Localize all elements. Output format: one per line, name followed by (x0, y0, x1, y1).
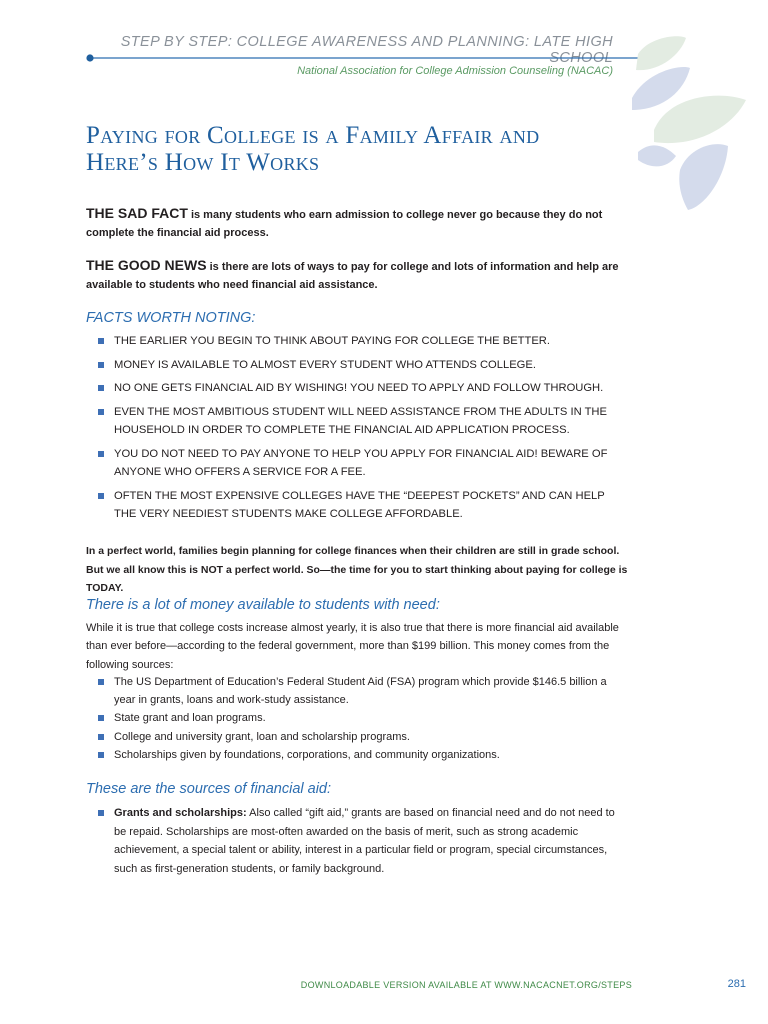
good-news-paragraph (86, 256, 634, 294)
running-header-subtitle: National Association for College Admission Counseling (NACAC) (297, 65, 613, 77)
list-item: EVEN THE MOST AMBITIOUS STUDENT WILL NEED ASSISTANCE FROM THE ADULTS IN THE HOUSEHOLD IN ORDER TO COMPLETE THE FINANCIAL AID APPLICATION PROCESS. (98, 403, 628, 440)
money-paragraph: While it is true that college costs increase almost yearly, it is also true that there is more financial aid available than ever before—according to the federal government, more than $199 billion. This money comes from the following sources: (86, 622, 619, 671)
aid-term: Grants and scholarships: (114, 807, 247, 819)
aid-heading: These are the sources of financial aid: (86, 781, 332, 797)
page-number: 281 (727, 978, 746, 990)
square-bullet-icon (98, 734, 104, 740)
list-item: NO ONE GETS FINANCIAL AID BY WISHING! YOU NEED TO APPLY AND FOLLOW THROUGH. (98, 379, 628, 398)
square-bullet-icon (98, 338, 104, 344)
square-bullet-icon (98, 493, 104, 499)
header-rule (86, 52, 664, 64)
list-item: State grant and loan programs. (98, 709, 628, 727)
perfect-world-paragraph: In a perfect world, families begin planning for college finances when their children are still in grade school. But we all know this is NOT a perfect world. So—the time for you to start thinking about paying for college is TODAY. (86, 545, 628, 594)
square-bullet-icon (98, 810, 104, 816)
page-title (86, 122, 646, 176)
list-item: THE EARLIER YOU BEGIN TO THINK ABOUT PAYING FOR COLLEGE THE BETTER. (98, 332, 628, 351)
list-item (98, 804, 618, 878)
square-bullet-icon (98, 451, 104, 457)
money-sources-list (98, 673, 628, 764)
running-header-title: STEP BY STEP: COLLEGE AWARENESS AND PLANNING: LATE HIGH SCHOOL (120, 34, 613, 66)
list-item: MONEY IS AVAILABLE TO ALMOST EVERY STUDENT WHO ATTENDS COLLEGE. (98, 356, 628, 375)
square-bullet-icon (98, 679, 104, 685)
sad-fact-paragraph (86, 204, 634, 242)
square-bullet-icon (98, 409, 104, 415)
aid-sources-list (98, 804, 618, 878)
page-title-line-1: Paying for College is a Family Affair and (86, 122, 540, 149)
facts-list (98, 332, 628, 529)
sad-fact-text: is many students who earn admission to college never go because they do not complete the financial aid process. (86, 209, 603, 239)
square-bullet-icon (98, 752, 104, 758)
list-item: College and university grant, loan and scholarship programs. (98, 728, 628, 746)
page-title-line-2: Here’s How It Works (86, 149, 320, 176)
money-heading: There is a lot of money available to students with need: (86, 597, 440, 613)
aid-description: Also called “gift aid,” grants are based on financial need and do not need to be repaid. Scholarships are most-often awarded on the basis of merit, such as strong academic achievement, a special talent or ability, interest in a particular field or program, special circumstances, such as first-generation students, or family background. (114, 807, 615, 875)
footer-download-note: DOWNLOADABLE VERSION AVAILABLE AT WWW.NACACNET.ORG/STEPS (300, 980, 632, 990)
list-item: The US Department of Education’s Federal Student Aid (FSA) program which provide $146.5 billion a year in grants, loans and work-study assistance. (98, 673, 628, 709)
list-item: YOU DO NOT NEED TO PAY ANYONE TO HELP YOU APPLY FOR FINANCIAL AID! BEWARE OF ANYONE WHO OFFERS A SERVICE FOR A FEE. (98, 445, 628, 482)
facts-heading: FACTS WORTH NOTING: (86, 310, 256, 326)
square-bullet-icon (98, 385, 104, 391)
list-item: Scholarships given by foundations, corporations, and community organizations. (98, 746, 628, 764)
good-news-text: is there are lots of ways to pay for college and lots of information and help are available to students who need financial aid assistance. (86, 261, 619, 291)
sad-fact-label: THE SAD FACT (86, 205, 188, 221)
list-item: OFTEN THE MOST EXPENSIVE COLLEGES HAVE THE “DEEPEST POCKETS” AND CAN HELP THE VERY NEEDIEST STUDENTS MAKE COLLEGE AFFORDABLE. (98, 487, 628, 524)
good-news-label: THE GOOD NEWS (86, 257, 207, 273)
square-bullet-icon (98, 362, 104, 368)
leaves-decoration (628, 30, 753, 215)
square-bullet-icon (98, 715, 104, 721)
